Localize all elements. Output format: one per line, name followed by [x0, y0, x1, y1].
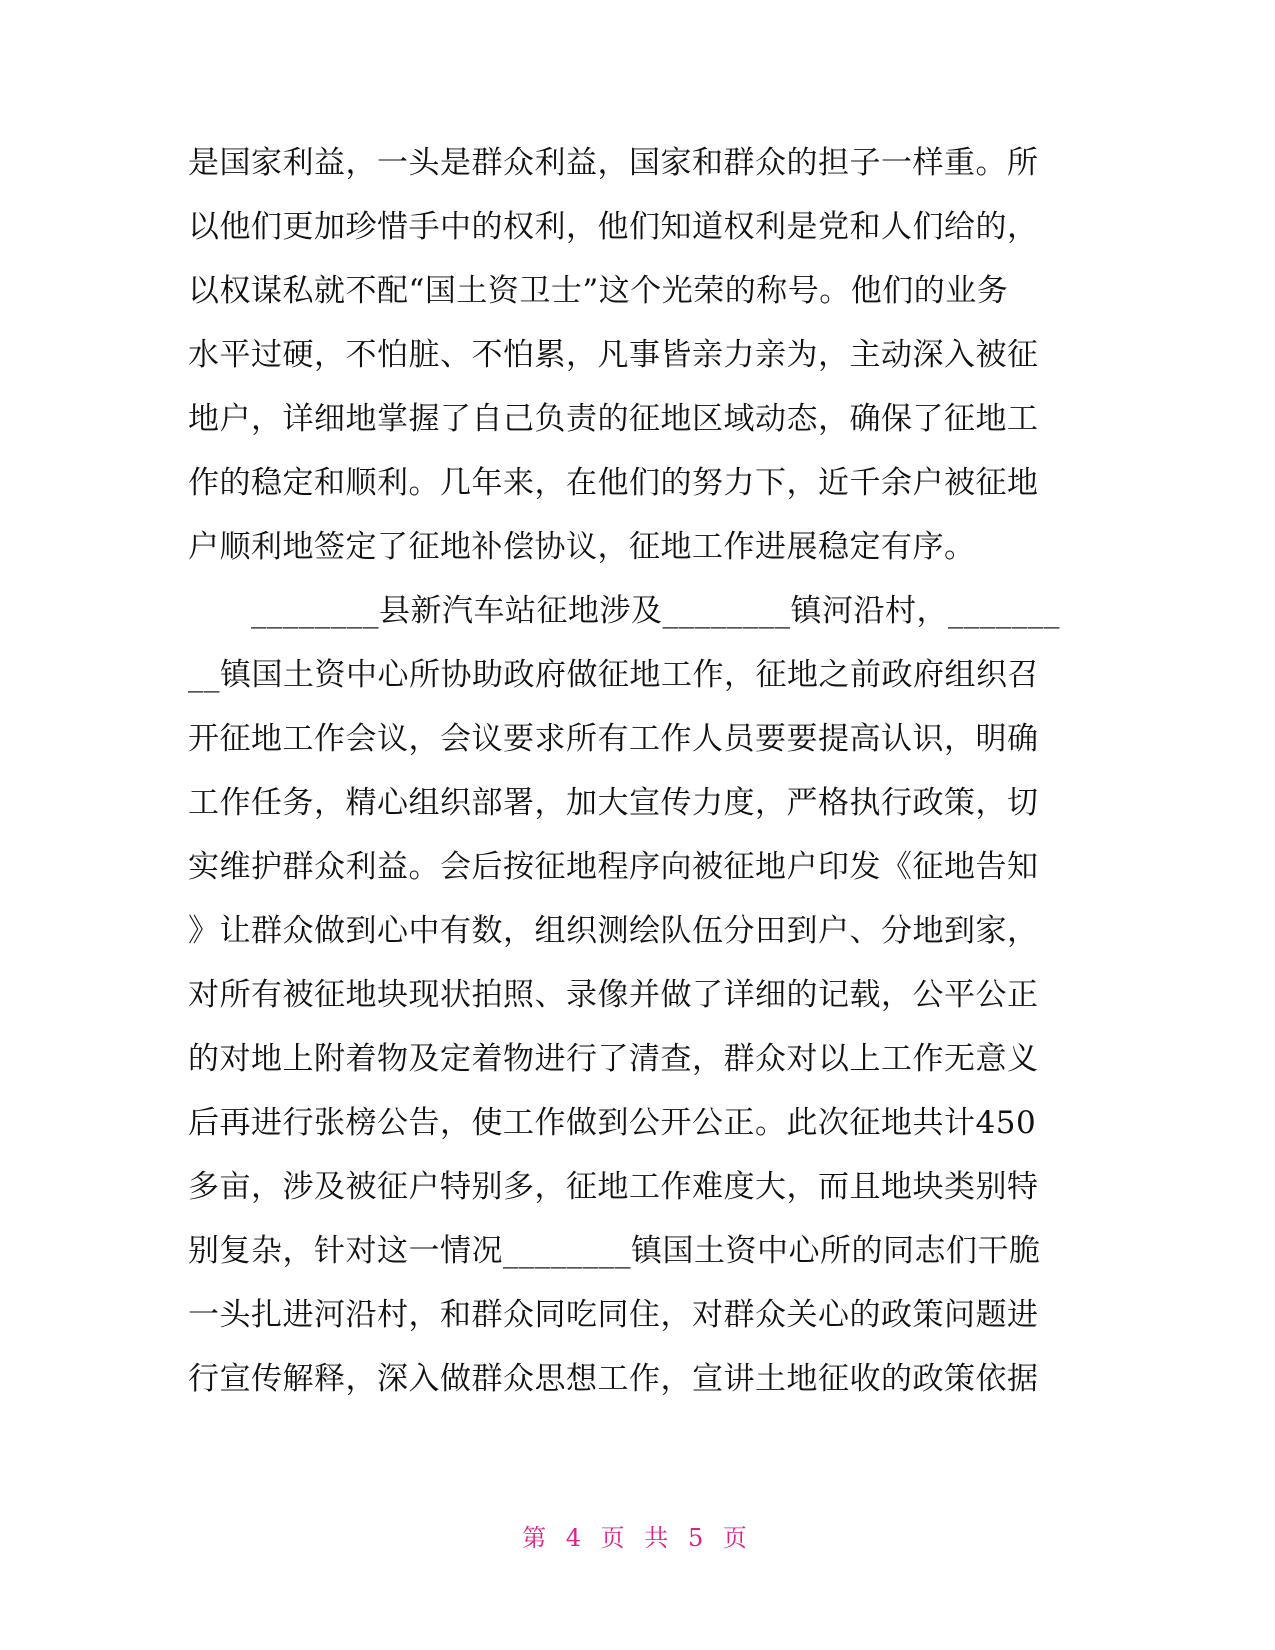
body-text-line: 》让群众做到心中有数，组织测绘队伍分田到户、分地到家，: [188, 913, 1039, 949]
body-text-line: 后再进行张榜公告，使工作做到公开公正。此次征地共计450: [188, 1105, 1037, 1141]
body-text-line: __镇国土资中心所协助政府做征地工作，征地之前政府组织召: [188, 657, 1039, 693]
body-text-line: 地户，详细地掌握了自己负责的征地区域动态，确保了征地工: [188, 401, 1039, 437]
body-text-line: 开征地工作会议，会议要求所有工作人员要要提高认识，明确: [188, 721, 1039, 757]
body-text-line: 以权谋私就不配“国土资卫士”这个光荣的称号。他们的业务: [188, 273, 1009, 309]
body-text-line: 别复杂，针对这一情况________镇国土资中心所的同志们干脆: [188, 1233, 1041, 1269]
body-text-line: 行宣传解释，深入做群众思想工作，宣讲土地征收的政策依据: [188, 1361, 1039, 1397]
body-text-line: 户顺利地签定了征地补偿协议，征地工作进展稳定有序。: [188, 529, 976, 565]
body-text-line: 作的稳定和顺利。几年来，在他们的努力下，近千余户被征地: [188, 465, 1039, 501]
body-text-line: 对所有被征地块现状拍照、录像并做了详细的记载，公平公正: [188, 977, 1039, 1013]
body-text-line: 是国家利益，一头是群众利益，国家和群众的担子一样重。所: [188, 145, 1039, 181]
body-text-line: 工作任务，精心组织部署，加大宣传力度，严格执行政策，切: [188, 785, 1039, 821]
body-text-line: ________县新汽车站征地涉及________镇河沿村，_______: [188, 593, 1060, 629]
body-text-line: 多亩，涉及被征户特别多，征地工作难度大，而且地块类别特: [188, 1169, 1039, 1205]
body-text-line: 水平过硬，不怕脏、不怕累，凡事皆亲力亲为，主动深入被征: [188, 337, 1039, 373]
body-text-line: 的对地上附着物及定着物进行了清查，群众对以上工作无意义: [188, 1041, 1039, 1077]
body-text-line: 以他们更加珍惜手中的权利，他们知道权利是党和人们给的，: [188, 209, 1039, 245]
page-number-footer: 第 4 页 共 5 页: [522, 1524, 753, 1552]
body-text-line: 一头扎进河沿村，和群众同吃同住，对群众关心的政策问题进: [188, 1297, 1039, 1333]
body-text-line: 实维护群众利益。会后按征地程序向被征地户印发《征地告知: [188, 849, 1039, 885]
